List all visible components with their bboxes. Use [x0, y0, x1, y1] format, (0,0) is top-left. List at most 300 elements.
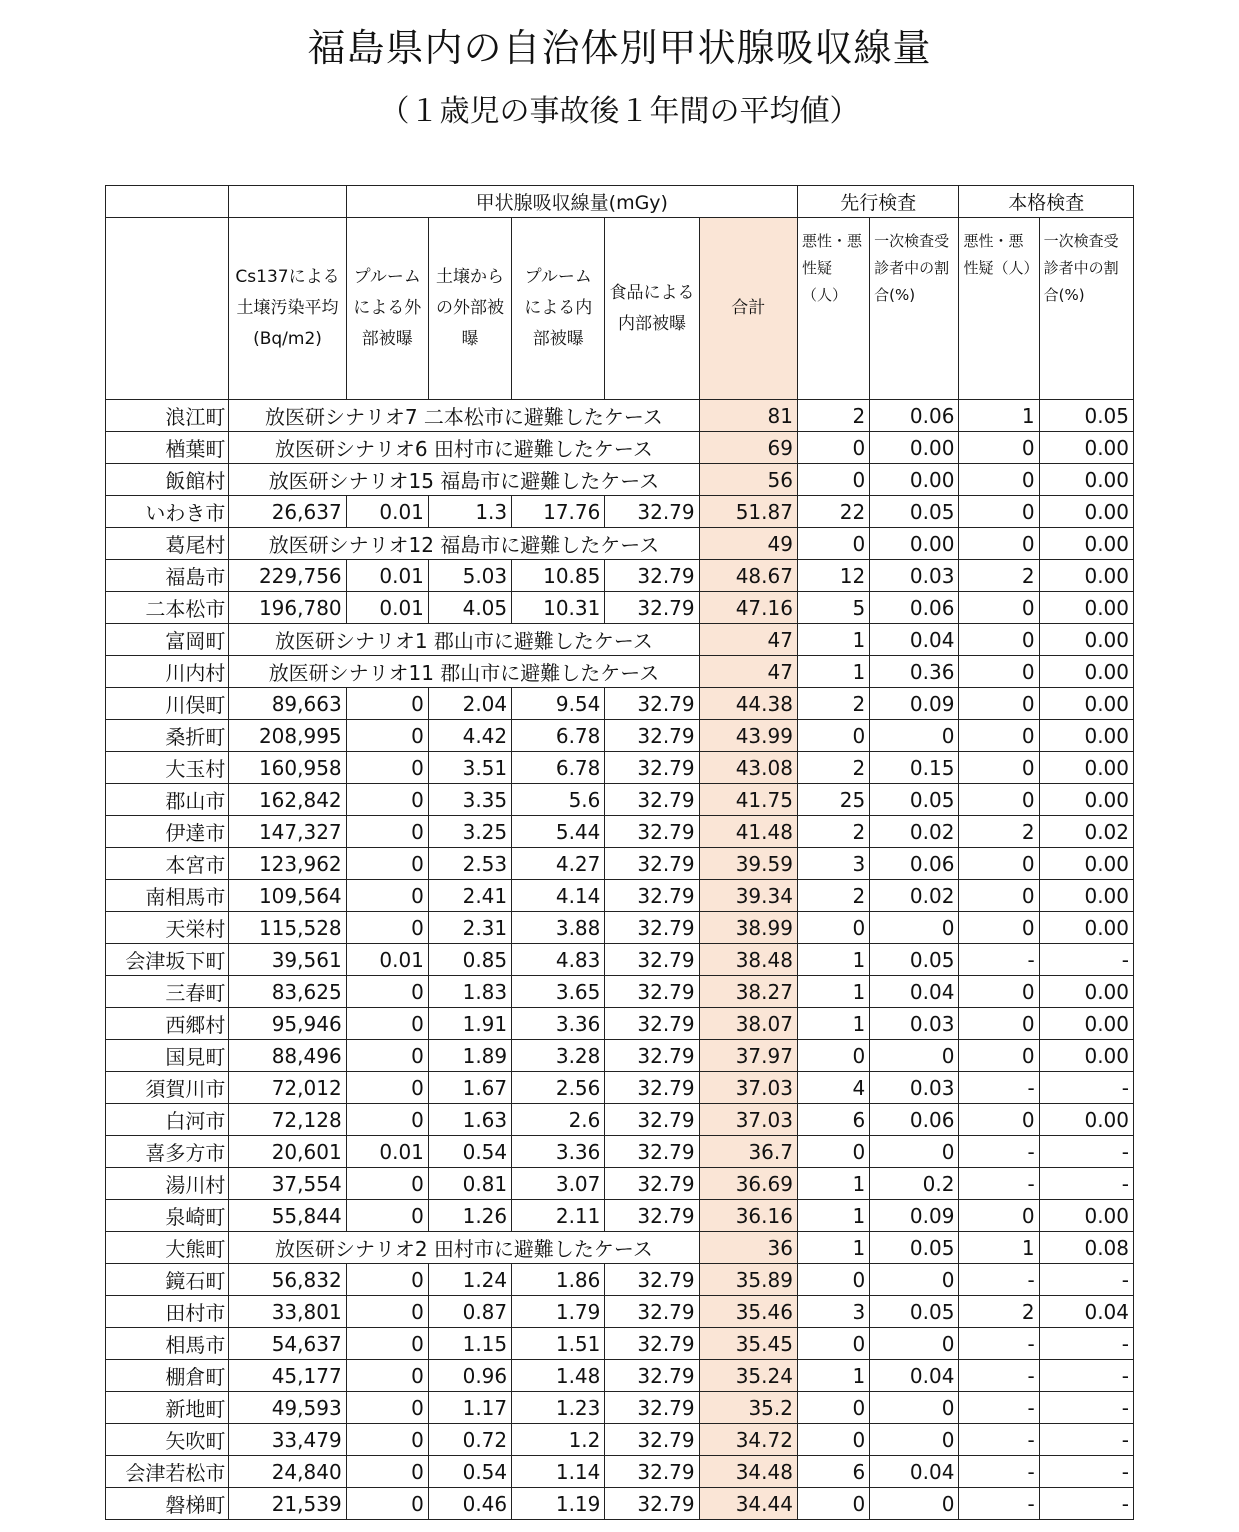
- food-internal-cell: 32.79: [605, 1328, 699, 1360]
- cs137-cell: 33,801: [229, 1296, 346, 1328]
- cs137-cell: 196,780: [229, 592, 346, 624]
- prelim-cases-cell: 0: [797, 528, 869, 560]
- prelim-cases-cell: 0: [797, 720, 869, 752]
- soil-external-cell: 0.87: [428, 1296, 511, 1328]
- food-internal-cell: 32.79: [605, 848, 699, 880]
- full-cases-cell: -: [959, 1424, 1039, 1456]
- plume-external-cell: 0: [346, 752, 428, 784]
- full-cases-cell: -: [959, 1392, 1039, 1424]
- plume-internal-cell: 6.78: [512, 720, 605, 752]
- municipality-cell: 三春町: [106, 976, 229, 1008]
- full-rate-cell: 0.00: [1039, 848, 1133, 880]
- cs137-cell: 72,012: [229, 1072, 346, 1104]
- cs137-cell: 21,539: [229, 1488, 346, 1520]
- total-dose-cell: 38.27: [699, 976, 797, 1008]
- soil-external-cell: 1.26: [428, 1200, 511, 1232]
- municipality-cell: 天栄村: [106, 912, 229, 944]
- full-rate-cell: -: [1039, 1264, 1133, 1296]
- plume-external-cell: 0: [346, 1360, 428, 1392]
- plume-internal-cell: 5.6: [512, 784, 605, 816]
- full-cases-cell: 0: [959, 528, 1039, 560]
- plume-internal-cell: 2.11: [512, 1200, 605, 1232]
- municipality-cell: 川俣町: [106, 688, 229, 720]
- total-dose-cell: 34.48: [699, 1456, 797, 1488]
- cs137-cell: 72,128: [229, 1104, 346, 1136]
- soil-external-cell: 3.51: [428, 752, 511, 784]
- prelim-rate-cell: 0.05: [870, 784, 959, 816]
- soil-external-cell: 5.03: [428, 560, 511, 592]
- prelim-cases-cell: 1: [797, 1360, 869, 1392]
- full-rate-cell: -: [1039, 944, 1133, 976]
- soil-external-cell: 1.63: [428, 1104, 511, 1136]
- full-cases-cell: 0: [959, 880, 1039, 912]
- scenario-note-cell: 放医研シナリオ7 二本松市に避難したケース: [229, 400, 699, 432]
- full-cases-cell: -: [959, 1456, 1039, 1488]
- prelim-rate-cell: 0.09: [870, 1200, 959, 1232]
- table-row: [106, 784, 1134, 816]
- municipality-cell: 桑折町: [106, 720, 229, 752]
- table-row: [106, 1104, 1134, 1136]
- plume-external-cell: 0: [346, 1168, 428, 1200]
- total-dose-cell: 34.72: [699, 1424, 797, 1456]
- header-total: 合計: [699, 218, 797, 400]
- plume-internal-cell: 1.51: [512, 1328, 605, 1360]
- prelim-cases-cell: 3: [797, 848, 869, 880]
- full-cases-cell: 2: [959, 816, 1039, 848]
- cs137-cell: 123,962: [229, 848, 346, 880]
- full-cases-cell: -: [959, 1168, 1039, 1200]
- header-blank-cell: [229, 186, 346, 218]
- prelim-rate-cell: 0.2: [870, 1168, 959, 1200]
- cs137-cell: 162,842: [229, 784, 346, 816]
- full-cases-cell: -: [959, 1488, 1039, 1520]
- food-internal-cell: 32.79: [605, 976, 699, 1008]
- scenario-note-cell: 放医研シナリオ6 田村市に避難したケース: [229, 432, 699, 464]
- municipality-cell: 川内村: [106, 656, 229, 688]
- prelim-rate-cell: 0.03: [870, 1008, 959, 1040]
- prelim-cases-cell: 4: [797, 1072, 869, 1104]
- total-dose-cell: 35.2: [699, 1392, 797, 1424]
- full-cases-cell: 0: [959, 656, 1039, 688]
- plume-internal-cell: 1.23: [512, 1392, 605, 1424]
- plume-external-cell: 0.01: [346, 560, 428, 592]
- prelim-rate-cell: 0: [870, 1040, 959, 1072]
- plume-external-cell: 0: [346, 1104, 428, 1136]
- prelim-cases-cell: 2: [797, 816, 869, 848]
- prelim-cases-cell: 3: [797, 1296, 869, 1328]
- full-rate-cell: 0.00: [1039, 432, 1133, 464]
- full-rate-cell: 0.00: [1039, 1008, 1133, 1040]
- header-row-columns: [106, 218, 1134, 400]
- municipality-cell: 国見町: [106, 1040, 229, 1072]
- total-dose-cell: 47: [699, 656, 797, 688]
- prelim-cases-cell: 22: [797, 496, 869, 528]
- full-cases-cell: 0: [959, 688, 1039, 720]
- plume-internal-cell: 1.79: [512, 1296, 605, 1328]
- prelim-rate-cell: 0.05: [870, 1296, 959, 1328]
- plume-external-cell: 0: [346, 976, 428, 1008]
- total-dose-cell: 43.99: [699, 720, 797, 752]
- prelim-cases-cell: 2: [797, 752, 869, 784]
- plume-internal-cell: 1.19: [512, 1488, 605, 1520]
- page-subtitle: （１歳児の事故後１年間の平均値）: [379, 94, 860, 129]
- full-rate-cell: 0.00: [1039, 1104, 1133, 1136]
- food-internal-cell: 32.79: [605, 1136, 699, 1168]
- plume-internal-cell: 1.86: [512, 1264, 605, 1296]
- cs137-cell: 160,958: [229, 752, 346, 784]
- plume-internal-cell: 10.31: [512, 592, 605, 624]
- prelim-cases-cell: 0: [797, 1424, 869, 1456]
- total-dose-cell: 34.44: [699, 1488, 797, 1520]
- prelim-rate-cell: 0.05: [870, 944, 959, 976]
- cs137-cell: 89,663: [229, 688, 346, 720]
- soil-external-cell: 1.83: [428, 976, 511, 1008]
- soil-external-cell: 2.31: [428, 912, 511, 944]
- prelim-cases-cell: 2: [797, 880, 869, 912]
- soil-external-cell: 1.67: [428, 1072, 511, 1104]
- cs137-cell: 229,756: [229, 560, 346, 592]
- prelim-rate-cell: 0: [870, 1488, 959, 1520]
- prelim-cases-cell: 6: [797, 1456, 869, 1488]
- table-row: [106, 1456, 1134, 1488]
- prelim-rate-cell: 0.06: [870, 592, 959, 624]
- table-row: [106, 592, 1134, 624]
- prelim-cases-cell: 1: [797, 976, 869, 1008]
- full-rate-cell: 0.04: [1039, 1296, 1133, 1328]
- plume-internal-cell: 3.88: [512, 912, 605, 944]
- prelim-rate-cell: 0.05: [870, 1232, 959, 1264]
- total-dose-cell: 69: [699, 432, 797, 464]
- cs137-cell: 56,832: [229, 1264, 346, 1296]
- full-rate-cell: -: [1039, 1136, 1133, 1168]
- food-internal-cell: 32.79: [605, 560, 699, 592]
- soil-external-cell: 0.72: [428, 1424, 511, 1456]
- header-prelim-cases: 悪性・悪性疑（人）: [797, 218, 869, 400]
- prelim-rate-cell: 0: [870, 1424, 959, 1456]
- table-row: [106, 432, 1134, 464]
- full-rate-cell: -: [1039, 1392, 1133, 1424]
- table-row: [106, 1072, 1134, 1104]
- prelim-rate-cell: 0: [870, 1328, 959, 1360]
- prelim-rate-cell: 0.02: [870, 816, 959, 848]
- plume-external-cell: 0: [346, 720, 428, 752]
- plume-external-cell: 0: [346, 1072, 428, 1104]
- total-dose-cell: 35.46: [699, 1296, 797, 1328]
- table-row: [106, 560, 1134, 592]
- plume-external-cell: 0: [346, 1328, 428, 1360]
- prelim-rate-cell: 0.06: [870, 848, 959, 880]
- municipality-cell: 会津坂下町: [106, 944, 229, 976]
- plume-external-cell: 0: [346, 1264, 428, 1296]
- table-row: [106, 1264, 1134, 1296]
- municipality-cell: 須賀川市: [106, 1072, 229, 1104]
- table-row: [106, 1296, 1134, 1328]
- food-internal-cell: 32.79: [605, 1296, 699, 1328]
- prelim-rate-cell: 0.09: [870, 688, 959, 720]
- prelim-rate-cell: 0: [870, 1264, 959, 1296]
- prelim-rate-cell: 0.04: [870, 976, 959, 1008]
- table-row: [106, 912, 1134, 944]
- full-rate-cell: 0.00: [1039, 1040, 1133, 1072]
- municipality-cell: 棚倉町: [106, 1360, 229, 1392]
- food-internal-cell: 32.79: [605, 1264, 699, 1296]
- header-plume-internal: プルームによる内部被曝: [512, 218, 605, 400]
- full-cases-cell: -: [959, 1072, 1039, 1104]
- full-rate-cell: -: [1039, 1168, 1133, 1200]
- prelim-cases-cell: 1: [797, 624, 869, 656]
- food-internal-cell: 32.79: [605, 1168, 699, 1200]
- full-cases-cell: 0: [959, 912, 1039, 944]
- plume-internal-cell: 3.36: [512, 1136, 605, 1168]
- full-cases-cell: 0: [959, 1040, 1039, 1072]
- table-row: [106, 848, 1134, 880]
- header-row-groups: [106, 186, 1134, 218]
- municipality-cell: 鏡石町: [106, 1264, 229, 1296]
- total-dose-cell: 48.67: [699, 560, 797, 592]
- header-soil-external: 土壌からの外部被曝: [428, 218, 511, 400]
- food-internal-cell: 32.79: [605, 752, 699, 784]
- scenario-note-cell: 放医研シナリオ1 郡山市に避難したケース: [229, 624, 699, 656]
- prelim-cases-cell: 1: [797, 1168, 869, 1200]
- total-dose-cell: 38.07: [699, 1008, 797, 1040]
- food-internal-cell: 32.79: [605, 1008, 699, 1040]
- plume-internal-cell: 10.85: [512, 560, 605, 592]
- soil-external-cell: 3.25: [428, 816, 511, 848]
- scenario-note-cell: 放医研シナリオ11 郡山市に避難したケース: [229, 656, 699, 688]
- prelim-cases-cell: 6: [797, 1104, 869, 1136]
- total-dose-cell: 35.45: [699, 1328, 797, 1360]
- prelim-cases-cell: 12: [797, 560, 869, 592]
- plume-external-cell: 0.01: [346, 592, 428, 624]
- municipality-cell: 富岡町: [106, 624, 229, 656]
- total-dose-cell: 37.97: [699, 1040, 797, 1072]
- food-internal-cell: 32.79: [605, 1072, 699, 1104]
- municipality-cell: 相馬市: [106, 1328, 229, 1360]
- full-rate-cell: 0.00: [1039, 560, 1133, 592]
- municipality-cell: 楢葉町: [106, 432, 229, 464]
- full-rate-cell: -: [1039, 1488, 1133, 1520]
- total-dose-cell: 41.75: [699, 784, 797, 816]
- prelim-cases-cell: 0: [797, 432, 869, 464]
- soil-external-cell: 2.41: [428, 880, 511, 912]
- municipality-cell: 白河市: [106, 1104, 229, 1136]
- table-row: [106, 944, 1134, 976]
- plume-internal-cell: 1.14: [512, 1456, 605, 1488]
- food-internal-cell: 32.79: [605, 592, 699, 624]
- table-row: [106, 528, 1134, 560]
- plume-external-cell: 0: [346, 880, 428, 912]
- full-cases-cell: 0: [959, 432, 1039, 464]
- municipality-cell: 郡山市: [106, 784, 229, 816]
- municipality-cell: 大玉村: [106, 752, 229, 784]
- plume-external-cell: 0: [346, 1424, 428, 1456]
- full-cases-cell: -: [959, 1264, 1039, 1296]
- prelim-rate-cell: 0.00: [870, 432, 959, 464]
- plume-external-cell: 0: [346, 1488, 428, 1520]
- prelim-rate-cell: 0: [870, 912, 959, 944]
- soil-external-cell: 1.24: [428, 1264, 511, 1296]
- scenario-note-cell: 放医研シナリオ2 田村市に避難したケース: [229, 1232, 699, 1264]
- municipality-cell: 本宮市: [106, 848, 229, 880]
- header-group-prelim: 先行検査: [797, 186, 958, 218]
- plume-internal-cell: 4.27: [512, 848, 605, 880]
- full-rate-cell: 0.00: [1039, 912, 1133, 944]
- full-rate-cell: 0.00: [1039, 528, 1133, 560]
- food-internal-cell: 32.79: [605, 1424, 699, 1456]
- prelim-cases-cell: 2: [797, 400, 869, 432]
- full-cases-cell: 0: [959, 720, 1039, 752]
- total-dose-cell: 44.38: [699, 688, 797, 720]
- prelim-rate-cell: 0.04: [870, 624, 959, 656]
- plume-external-cell: 0: [346, 816, 428, 848]
- food-internal-cell: 32.79: [605, 784, 699, 816]
- prelim-cases-cell: 0: [797, 1264, 869, 1296]
- table-row: [106, 400, 1134, 432]
- page-title: 福島県内の自治体別甲状腺吸収線量: [307, 26, 932, 70]
- table-row: [106, 1168, 1134, 1200]
- soil-external-cell: 4.05: [428, 592, 511, 624]
- table-row: [106, 816, 1134, 848]
- prelim-cases-cell: 0: [797, 1040, 869, 1072]
- full-cases-cell: -: [959, 944, 1039, 976]
- full-rate-cell: -: [1039, 1424, 1133, 1456]
- prelim-cases-cell: 0: [797, 1328, 869, 1360]
- header-plume-external: プルームによる外部被曝: [346, 218, 428, 400]
- table-row: [106, 1424, 1134, 1456]
- total-dose-cell: 39.34: [699, 880, 797, 912]
- plume-external-cell: 0: [346, 848, 428, 880]
- plume-internal-cell: 9.54: [512, 688, 605, 720]
- food-internal-cell: 32.79: [605, 1456, 699, 1488]
- table-row: [106, 752, 1134, 784]
- total-dose-cell: 81: [699, 400, 797, 432]
- plume-external-cell: 0: [346, 784, 428, 816]
- full-rate-cell: 0.08: [1039, 1232, 1133, 1264]
- full-rate-cell: 0.00: [1039, 784, 1133, 816]
- prelim-cases-cell: 0: [797, 1488, 869, 1520]
- full-rate-cell: 0.00: [1039, 624, 1133, 656]
- soil-external-cell: 2.53: [428, 848, 511, 880]
- full-cases-cell: -: [959, 1328, 1039, 1360]
- plume-internal-cell: 3.65: [512, 976, 605, 1008]
- table-row: [106, 1328, 1134, 1360]
- plume-internal-cell: 17.76: [512, 496, 605, 528]
- full-rate-cell: 0.00: [1039, 752, 1133, 784]
- municipality-cell: 新地町: [106, 1392, 229, 1424]
- total-dose-cell: 35.24: [699, 1360, 797, 1392]
- header-group-full: 本格検査: [959, 186, 1134, 218]
- plume-external-cell: 0: [346, 912, 428, 944]
- total-dose-cell: 36.16: [699, 1200, 797, 1232]
- prelim-cases-cell: 0: [797, 464, 869, 496]
- food-internal-cell: 32.79: [605, 1360, 699, 1392]
- prelim-rate-cell: 0: [870, 1392, 959, 1424]
- full-rate-cell: 0.00: [1039, 688, 1133, 720]
- prelim-cases-cell: 1: [797, 1200, 869, 1232]
- plume-internal-cell: 3.07: [512, 1168, 605, 1200]
- prelim-cases-cell: 2: [797, 688, 869, 720]
- plume-external-cell: 0.01: [346, 496, 428, 528]
- table-row: [106, 880, 1134, 912]
- food-internal-cell: 32.79: [605, 1200, 699, 1232]
- soil-external-cell: 1.17: [428, 1392, 511, 1424]
- full-cases-cell: 0: [959, 1104, 1039, 1136]
- cs137-cell: 26,637: [229, 496, 346, 528]
- full-rate-cell: 0.02: [1039, 816, 1133, 848]
- table-row: [106, 1360, 1134, 1392]
- full-rate-cell: -: [1039, 1456, 1133, 1488]
- plume-internal-cell: 3.36: [512, 1008, 605, 1040]
- food-internal-cell: 32.79: [605, 496, 699, 528]
- total-dose-cell: 38.99: [699, 912, 797, 944]
- prelim-rate-cell: 0.04: [870, 1456, 959, 1488]
- total-dose-cell: 36.7: [699, 1136, 797, 1168]
- municipality-cell: 南相馬市: [106, 880, 229, 912]
- soil-external-cell: 0.96: [428, 1360, 511, 1392]
- prelim-rate-cell: 0.06: [870, 1104, 959, 1136]
- header-full-rate: 一次検査受診者中の割合(%): [1039, 218, 1133, 400]
- prelim-cases-cell: 1: [797, 656, 869, 688]
- total-dose-cell: 39.59: [699, 848, 797, 880]
- total-dose-cell: 47.16: [699, 592, 797, 624]
- header-blank-cell: [106, 218, 229, 400]
- full-cases-cell: -: [959, 1360, 1039, 1392]
- dose-table: [105, 185, 1134, 1520]
- total-dose-cell: 38.48: [699, 944, 797, 976]
- cs137-cell: 109,564: [229, 880, 346, 912]
- full-cases-cell: 0: [959, 592, 1039, 624]
- cs137-cell: 95,946: [229, 1008, 346, 1040]
- full-cases-cell: 0: [959, 464, 1039, 496]
- total-dose-cell: 37.03: [699, 1104, 797, 1136]
- municipality-cell: 二本松市: [106, 592, 229, 624]
- full-cases-cell: 0: [959, 848, 1039, 880]
- table-row: [106, 1232, 1134, 1264]
- cs137-cell: 88,496: [229, 1040, 346, 1072]
- soil-external-cell: 4.42: [428, 720, 511, 752]
- full-rate-cell: 0.00: [1039, 656, 1133, 688]
- cs137-cell: 83,625: [229, 976, 346, 1008]
- plume-external-cell: 0: [346, 1296, 428, 1328]
- total-dose-cell: 36.69: [699, 1168, 797, 1200]
- full-rate-cell: 0.00: [1039, 592, 1133, 624]
- cs137-cell: 37,554: [229, 1168, 346, 1200]
- prelim-rate-cell: 0.06: [870, 400, 959, 432]
- plume-internal-cell: 4.14: [512, 880, 605, 912]
- prelim-rate-cell: 0.02: [870, 880, 959, 912]
- cs137-cell: 115,528: [229, 912, 346, 944]
- total-dose-cell: 47: [699, 624, 797, 656]
- municipality-cell: 矢吹町: [106, 1424, 229, 1456]
- municipality-cell: 喜多方市: [106, 1136, 229, 1168]
- header-food-internal: 食品による内部被曝: [605, 218, 699, 400]
- plume-internal-cell: 2.56: [512, 1072, 605, 1104]
- plume-external-cell: 0: [346, 1392, 428, 1424]
- prelim-cases-cell: 0: [797, 912, 869, 944]
- header-cs137: Cs137による土壌汚染平均(Bq/m2): [229, 218, 346, 400]
- table-row: [106, 1008, 1134, 1040]
- header-group-dose: 甲状腺吸収線量(mGy): [346, 186, 797, 218]
- municipality-cell: 磐梯町: [106, 1488, 229, 1520]
- plume-internal-cell: 6.78: [512, 752, 605, 784]
- header-full-cases: 悪性・悪性疑（人）: [959, 218, 1039, 400]
- soil-external-cell: 2.04: [428, 688, 511, 720]
- municipality-cell: 泉崎町: [106, 1200, 229, 1232]
- plume-internal-cell: 1.48: [512, 1360, 605, 1392]
- full-cases-cell: 0: [959, 976, 1039, 1008]
- table-row: [106, 1136, 1134, 1168]
- cs137-cell: 208,995: [229, 720, 346, 752]
